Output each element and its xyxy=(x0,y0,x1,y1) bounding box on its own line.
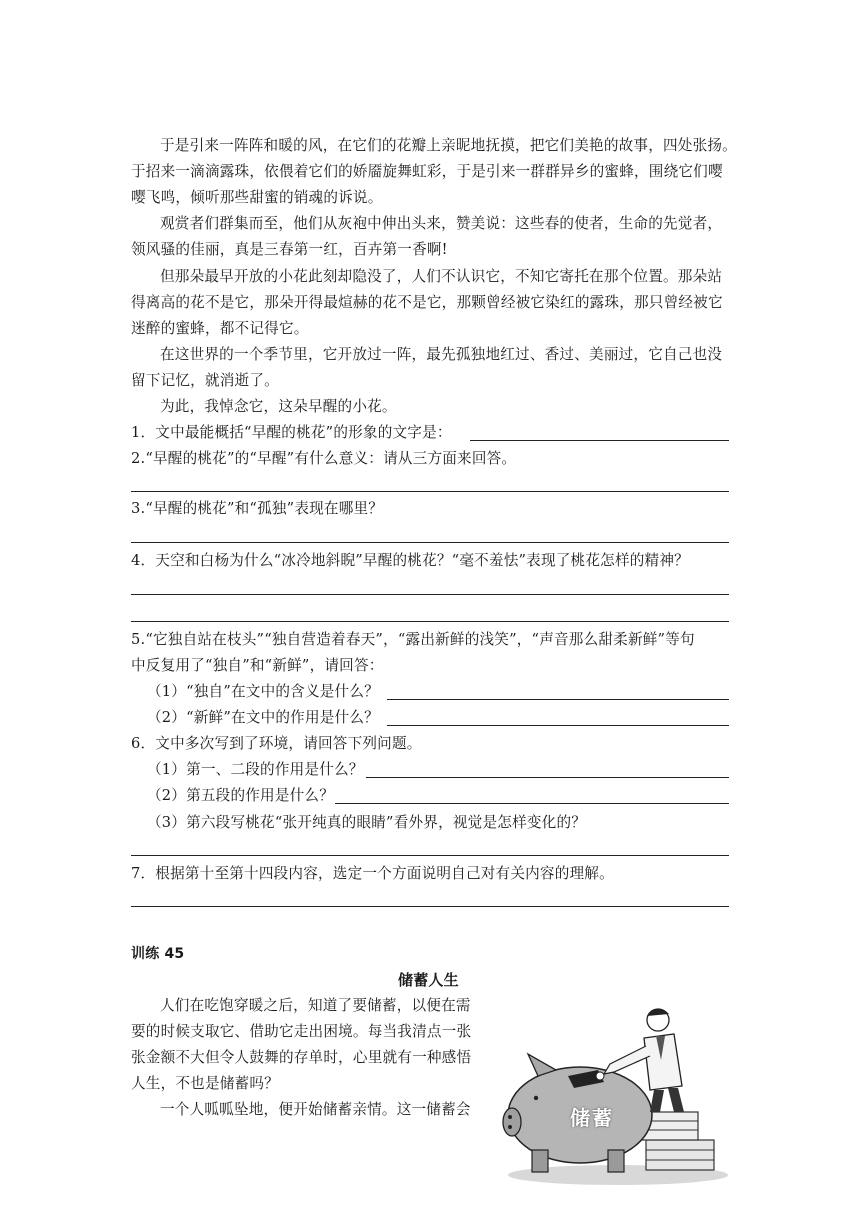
question-7: 7．根据第十至第十四段内容，选定一个方面说明自己对有关内容的理解。 xyxy=(131,865,614,882)
passage-line: 得离高的花不是它，那朵开得最煊赫的花不是它，那颗曾经被它染红的露珠，那只曾经被它 xyxy=(131,294,723,311)
passage-line: 于是引来一阵阵和暖的风，在它们的花瓣上亲昵地抚摸，把它们美艳的故事，四处张扬。 xyxy=(160,137,737,154)
question-6-2: （2）第五段的作用是什么？ xyxy=(147,787,335,804)
question-6-1: （1）第一、二段的作用是什么？ xyxy=(147,761,364,778)
section-label: 训练 45 xyxy=(131,946,185,962)
question-4: 4．天空和白杨为什么“冰冷地斜睨”早醒的桃花？“毫不羞怯”表现了桃花怎样的精神？ xyxy=(131,552,689,569)
answer-line[interactable] xyxy=(131,594,729,595)
passage-line: 于招来一滴滴露珠，依偎着它们的娇靥旋舞虹彩，于是引来一群群异乡的蜜蜂，围绕它们嘤 xyxy=(131,163,723,180)
answer-blank[interactable] xyxy=(387,725,729,726)
answer-line[interactable] xyxy=(131,542,729,543)
passage-line: 观赏者们群集而至，他们从灰袍中伸出头来，赞美说：这些春的使者，生命的先觉者， xyxy=(160,215,723,232)
answer-blank[interactable] xyxy=(470,440,729,441)
question-6-3: （3）第六段写桃花“张开纯真的眼睛”看外界，视觉是怎样变化的？ xyxy=(147,814,587,831)
passage-line: 迷醉的蜜蜂，都不记得它。 xyxy=(131,320,309,337)
question-2: 2.“早醒的桃花”的“早醒”有什么意义：请从三方面来回答。 xyxy=(131,450,517,467)
passage-line: 嘤飞鸣，倾听那些甜蜜的销魂的诉说。 xyxy=(131,189,383,206)
passage-line: 在这世界的一个季节里，它开放过一阵，最先孤独地红过、香过、美丽过，它自己也没 xyxy=(160,346,723,363)
passage-line: 留下记忆，就消逝了。 xyxy=(131,372,279,389)
piggy-bank-illustration xyxy=(498,990,738,1190)
answer-blank[interactable] xyxy=(366,777,729,778)
answer-blank[interactable] xyxy=(335,803,729,804)
question-1: 1．文中最能概括“早醒的桃花”的形象的文字是： xyxy=(131,424,452,441)
question-6: 6．文中多次写到了环境，请回答下列问题。 xyxy=(131,735,422,752)
piggy-bank-illustration-svg xyxy=(498,990,738,1190)
question-5-2: （2）“新鲜”在文中的作用是什么？ xyxy=(147,709,379,726)
essay-line: 一个人呱呱坠地，便开始储蓄亲情。这一储蓄会 xyxy=(160,1101,471,1118)
answer-line[interactable] xyxy=(131,906,729,907)
passage-line: 领风骚的佳丽，真是三春第一红，百卉第一香啊! xyxy=(131,241,448,258)
answer-blank[interactable] xyxy=(387,699,729,700)
answer-line[interactable] xyxy=(131,855,729,856)
essay-line: 要的时候支取它、借助它走出困境。每当我清点一张 xyxy=(131,1023,472,1040)
question-3: 3.“早醒的桃花”和“孤独”表现在哪里？ xyxy=(131,500,384,517)
piggy-bank-label: 储蓄 xyxy=(570,1106,614,1130)
answer-line[interactable] xyxy=(131,491,729,492)
passage-line: 但那朵最早开放的小花此刻却隐没了，人们不认识它，不知它寄托在那个位置。那朵站 xyxy=(160,268,723,285)
answer-line[interactable] xyxy=(131,621,729,622)
essay-line: 人生，不也是储蓄吗？ xyxy=(131,1075,279,1092)
passage-line: 为此，我悼念它，这朵早醒的小花。 xyxy=(160,398,397,415)
section-title: 储蓄人生 xyxy=(398,971,459,989)
question-5-1: （1）“独自”在文中的含义是什么？ xyxy=(147,683,379,700)
essay-line: 张金额不大但令人鼓舞的存单时，心里就有一种感悟 xyxy=(131,1049,472,1066)
essay-line: 人们在吃饱穿暖之后，知道了要储蓄，以便在需 xyxy=(160,997,471,1014)
question-5-cont: 中反复用了“独自”和“新鲜”，请回答： xyxy=(131,657,384,674)
question-5: 5.“它独自站在枝头”“独自营造着春天”，“露出新鲜的浅笑”，“声音那么甜柔新鲜”等句 xyxy=(131,631,695,648)
